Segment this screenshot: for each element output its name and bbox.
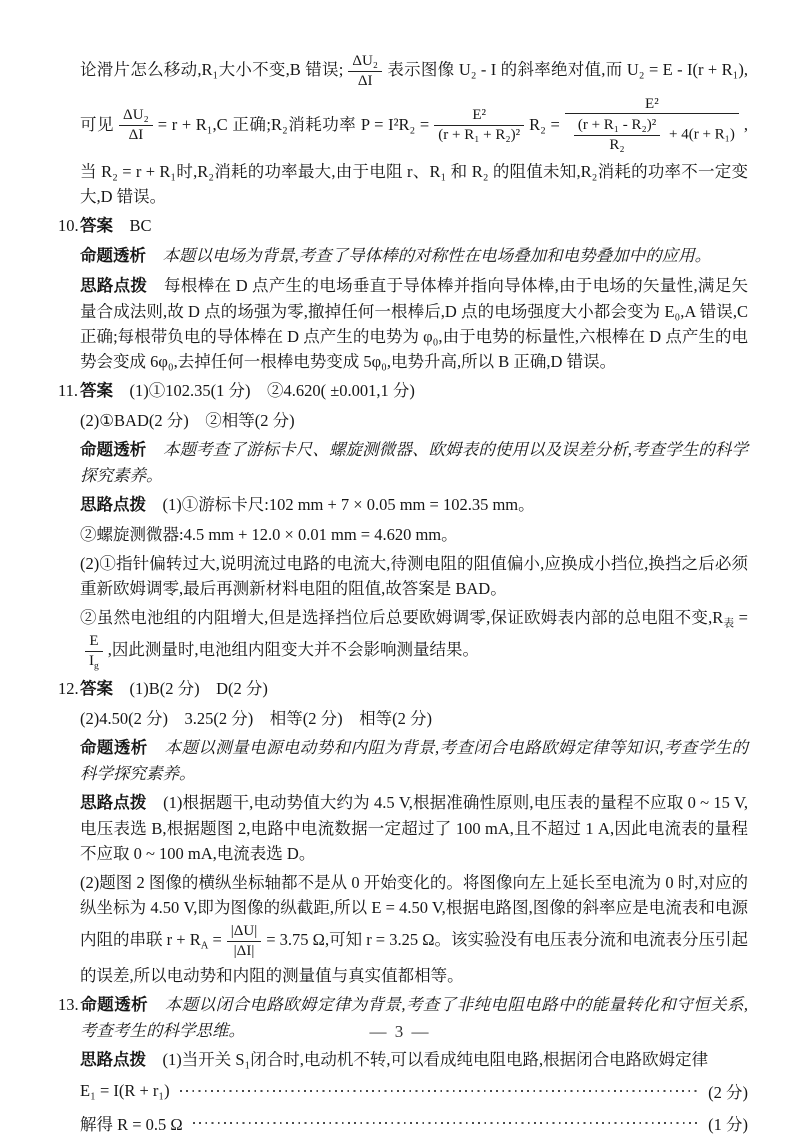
document-body <box>58 50 749 1136</box>
fraction <box>565 95 739 157</box>
var-base: R <box>712 607 724 627</box>
item12-intent <box>80 735 748 786</box>
fraction-numerator <box>348 52 382 72</box>
dotted-leader <box>180 1090 698 1092</box>
item11-intent <box>80 437 748 488</box>
text-run: |ΔI| <box>233 943 255 959</box>
text-run: (1)B(2 分) D(2 分) <box>113 679 268 699</box>
item13-equation-1 <box>80 1079 748 1103</box>
fraction <box>227 922 261 961</box>
text-run: = <box>734 607 748 627</box>
text-run: |ΔU| <box>230 923 258 940</box>
page-footer <box>0 1022 800 1042</box>
fraction-numerator <box>85 632 103 652</box>
section-label: 思路点拨 <box>80 794 147 813</box>
section-label: 命题透析 <box>80 739 148 758</box>
item-number: 11. <box>58 380 79 400</box>
text-run: ②虽然电池组的内阻增大,但是选择挡位后总要欧姆调零,保证欧姆表内部的总电阻不变, <box>80 607 713 627</box>
text-run: 论滑片怎么移动,R₁大小不变,B 错误; <box>80 60 344 80</box>
text-run: ΔU₂ <box>352 53 379 69</box>
item11-hints-1 <box>80 492 748 518</box>
fraction-denominator <box>119 126 153 145</box>
text-run: + 4(r + R₁) <box>665 126 735 143</box>
text-run: R₂ = <box>529 114 560 134</box>
formula <box>80 1111 183 1135</box>
fraction-numerator <box>574 116 660 136</box>
item10-intent <box>80 243 748 269</box>
var-subscript: g <box>94 659 99 671</box>
section-label: 命题透析 <box>80 246 146 265</box>
fraction-denominator <box>85 652 103 671</box>
score-label: (1 分) <box>708 1114 748 1134</box>
section-label: 命题透析 <box>80 995 148 1014</box>
text-run: ΔU₂ <box>123 107 149 124</box>
item10-hints <box>80 273 748 374</box>
text-run: = 3.75 Ω,可知 r = 3.25 Ω。该实验没有电压表分流和电流表分压引起的误差,所以电动势和内阻的测量值与真实值都相等。 <box>80 930 749 985</box>
commentary-text: 本题以测量电源电动势和内阻为背景,考查闭合电路欧姆定律等知识,考查学生的科学探究素养。 <box>80 738 748 784</box>
var-subscript: A <box>200 940 209 952</box>
page-number: — 3 — <box>369 1022 431 1041</box>
text-run: ΔI <box>128 127 144 144</box>
fraction-denominator <box>227 942 261 961</box>
section-label: 答案 <box>80 680 113 699</box>
item13-hints <box>80 1047 748 1073</box>
text-run: 表示图像 U₂ - I 的斜率绝对值,而 U₂ = E - I(r + R₁),可见 <box>80 60 748 134</box>
fraction <box>348 52 382 91</box>
text-run: (r + R₁ + R₂)² <box>438 127 521 144</box>
fraction-numerator <box>434 106 524 126</box>
fraction-numerator <box>565 95 739 115</box>
fraction-denominator <box>348 72 382 91</box>
text-run: 每根棒在 D 点产生的电场垂直于导体棒并指向导体棒,由于电场的矢量性,满足矢量合成法则,故 D 点的场强为零,撤掉任何一根棒后,D 点的电场强度大小都会变为 E₀,A 错误,C 正确;每根带负电的导体棒在 D 点产生的电势为 φ₀,由于电势的标量性,六根棒在 D 点产生的电势会变成 6φ₀,去掉任何一根棒电势变成 5φ₀,电势升高,所以 B 正确,D 错误。 <box>80 275 749 371</box>
var-subscript: 表 <box>723 618 735 630</box>
text-run: ,因此测量时,电池组内阻变大并不会影响测量结果。 <box>107 639 480 659</box>
section-label: 思路点拨 <box>80 276 148 295</box>
text-run: (1)①102.35(1 分) ②4.620( ±0.001,1 分) <box>113 380 415 400</box>
text-run: (2)题图 2 图像的横纵坐标轴都不是从 0 开始变化的。将图像向左上延长至电流为 0 时,对应的纵坐标为 4.50 V,即为图像的纵截距,所以 E = 4.50 V,根据电路图,图像的斜率应是电流表和电源内阻的串联 r + <box>80 873 748 950</box>
subscripted-var <box>89 653 99 669</box>
item-number: 12. <box>58 679 79 699</box>
text-run: (1)根据题干,电动势值大约为 4.5 V,根据准确性原则,电压表的量程不应取 0 ~ 15 V,电压表选 B,根据题图 2,电路中电流数据一定超过了 100 mA,且不超过 1 A,因此电流表的量程不应取 0 ~ 100 mA,电流表选 D。 <box>80 793 749 864</box>
item11-hints-2 <box>80 522 748 547</box>
item10-answer <box>58 213 748 239</box>
section-label: 思路点拨 <box>80 495 146 514</box>
text-run: ,当 R₂ = r + R₁时,R₂消耗的功率最大,由于电阻 r、R₁ 和 R₂ 的阻值未知,R₂消耗的功率不一定变大,D 错误。 <box>80 114 749 206</box>
text-run: E <box>89 632 99 649</box>
item-number: 10. <box>58 215 79 235</box>
text-run: (1)①游标卡尺:102 mm + 7 × 0.05 mm = 102.35 mm。 <box>146 494 535 514</box>
var-base: R <box>189 930 201 950</box>
fraction <box>434 106 524 145</box>
text-run: ΔI <box>357 72 373 89</box>
text-run: E² <box>472 107 487 124</box>
fraction-numerator <box>227 922 261 942</box>
item9-analysis-continued <box>80 50 748 209</box>
fraction-numerator <box>119 106 153 126</box>
text-run: E² <box>645 95 659 112</box>
fraction-denominator <box>565 114 739 157</box>
text-run: BC <box>113 215 152 235</box>
item12-hints-2 <box>80 870 748 988</box>
item-number: 13. <box>58 994 79 1014</box>
text-run: (2)①BAD(2 分) ②相等(2 分) <box>80 410 295 430</box>
text-run: ②螺旋测微器:4.5 mm + 12.0 × 0.01 mm = 4.620 mm。 <box>80 524 458 544</box>
subscripted-var <box>712 607 735 630</box>
fraction <box>574 116 660 155</box>
item12-answer-2 <box>80 706 748 731</box>
score-label: (2 分) <box>708 1082 748 1102</box>
item11-hints-4 <box>80 605 748 673</box>
section-label: 命题透析 <box>80 440 147 459</box>
commentary-text: 本题以电场为背景,考查了导体棒的对称性在电场叠加和电势叠加中的应用。 <box>146 245 712 265</box>
text-run: (2)4.50(2 分) 3.25(2 分) 相等(2 分) 相等(2 分) <box>80 709 432 729</box>
fraction <box>85 632 103 671</box>
text-run: E₁ = I(R + r₁) <box>80 1080 170 1100</box>
formula <box>80 1081 170 1101</box>
text-run: 解得 R = 0.5 Ω <box>80 1114 183 1134</box>
item11-hints-3 <box>80 551 748 601</box>
fraction <box>119 106 153 145</box>
var-base: I <box>89 652 94 669</box>
commentary-text: 本题以闭合电路欧姆定律为背景,考查了非纯电阻电路中的能量转化和守恒关系,考查考生的科学思维。 <box>80 994 749 1040</box>
text-run: (r + R₁ - R₂)² <box>577 117 657 134</box>
section-label: 答案 <box>80 381 113 400</box>
fraction-denominator <box>574 136 660 155</box>
text-run: (1)当开关 S₁闭合时,电动机不转,可以看成纯电阻电路,根据闭合电路欧姆定律 <box>146 1049 709 1069</box>
text-run: = r + R₁,C 正确;R₂消耗功率 P = I²R₂ = <box>157 114 430 134</box>
section-label: 答案 <box>80 216 113 235</box>
commentary-text: 本题考查了游标卡尺、螺旋测微器、欧姆表的使用以及误差分析,考查学生的科学探究素养。 <box>80 439 749 485</box>
section-label: 思路点拨 <box>80 1050 146 1069</box>
item12-hints-1 <box>80 790 748 866</box>
fraction-denominator <box>434 126 524 145</box>
item12-answer <box>58 676 748 702</box>
dotted-leader <box>193 1122 698 1124</box>
item11-answer <box>58 378 748 404</box>
text-run: = <box>208 930 222 950</box>
item11-answer-2 <box>80 408 748 433</box>
item13-equation-2 <box>80 1111 748 1135</box>
text-run: (2)①指针偏转过大,说明流过电路的电流大,待测电阻的阻值偏小,应换成小挡位,换挡之后必须重新欧姆调零,最后再测新材料电阻的阻值,故答案是 BAD。 <box>80 553 748 598</box>
subscripted-var <box>189 930 209 952</box>
text-run: R₂ <box>609 137 625 153</box>
